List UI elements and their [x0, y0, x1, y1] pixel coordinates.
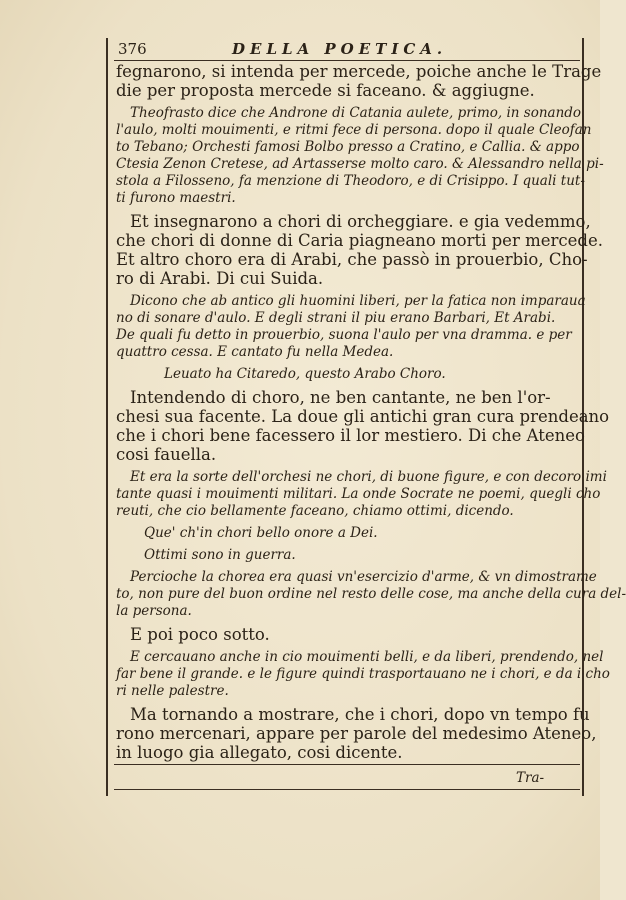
- text-line: ti furono maestri.: [116, 190, 236, 206]
- body-paragraph: [116, 62, 602, 102]
- body-paragraph: [116, 212, 603, 290]
- text-line: Et altro choro era di Arabi, che passò in prouerbio, Cho-: [116, 250, 588, 269]
- text-line: ro di Arabi. Di cui Suida.: [116, 269, 324, 288]
- text-line: tante quasi i mouimenti militari. La onde Socrate ne poemi, quegli cho: [116, 486, 601, 502]
- footer-rule-lower: [114, 789, 580, 790]
- text-line: far bene il grande. e le figure quindi trasportauano ne i chori, e da i cho: [116, 666, 610, 682]
- text-line: quattro cessa. E cantato fu nella Medea.: [116, 344, 394, 360]
- text-line: cosi fauella.: [116, 445, 217, 464]
- body-paragraph: [116, 705, 597, 764]
- text-line: reuti, che cio bellamente faceano, chiamo ottimi, dicendo.: [116, 503, 514, 519]
- body-paragraph: [116, 627, 574, 646]
- text-line: che i chori bene facessero il lor mestiero. Di che Ateneo: [116, 426, 585, 445]
- text-line: la persona.: [116, 603, 192, 619]
- text-line: to, non pure del buon ordine nel resto delle cose, ma anche della cura del-: [116, 586, 626, 602]
- text-line: Intendendo di choro, ne ben cantante, ne ben l'or-: [130, 388, 551, 407]
- text-line: fegnarono, si intenda per mercede, poiche anche le Trage: [116, 62, 602, 81]
- text-line: in luogo gia allegato, cosi dicente.: [116, 743, 403, 762]
- text-line: no di sonare d'aulo. E degli strani il piu erano Barbari, Et Arabi.: [116, 310, 556, 326]
- text-line: Theofrasto dice che Androne di Catania aulete, primo, in sonando: [130, 105, 582, 121]
- text-line: Leuato ha Citaredo, questo Arabo Choro.: [164, 366, 446, 382]
- text-line: Ottimi sono in guerra.: [144, 547, 296, 563]
- running-header: [114, 40, 580, 62]
- text-line: De quali fu detto in prouerbio, suona l'aulo per vna dramma. e per: [116, 327, 572, 343]
- text-line: rono mercenari, appare per parole del medesimo Ateneo,: [116, 724, 597, 743]
- body-paragraph: [116, 388, 610, 466]
- text-line: l'aulo, molti mouimenti, e ritmi fece di persona. dopo il quale Cleofan: [116, 122, 592, 138]
- quotation-paragraph: [116, 469, 607, 522]
- text-line: die per proposta mercede si faceano. & aggiugne.: [116, 81, 535, 100]
- header-rule: [114, 60, 580, 61]
- body-text: [116, 62, 626, 762]
- quotation-paragraph: [116, 293, 586, 363]
- text-line: Ma tornando a mostrare, che i chori, dopo vn tempo fu: [130, 705, 590, 724]
- text-line: Dicono che ab antico gli huomini liberi, per la fatica non imparaua: [130, 293, 586, 309]
- text-line: ri nelle palestre.: [116, 683, 229, 699]
- quotation-paragraph: [116, 569, 626, 622]
- quotation-paragraph: [116, 549, 574, 566]
- text-line: Percioche la chorea era quasi vn'esercizio d'arme, & vn dimostrame: [130, 569, 597, 585]
- text-line: Que' ch'in chori bello onore a Dei.: [144, 525, 378, 541]
- quotation-paragraph: [116, 527, 574, 544]
- text-line: Et era la sorte dell'orchesi ne chori, di buone figure, e con decoro imi: [130, 469, 607, 485]
- quotation-paragraph: [116, 105, 604, 209]
- quotation-paragraph: [116, 368, 574, 385]
- text-line: E poi poco sotto.: [130, 625, 270, 644]
- footer-rule: [114, 764, 580, 765]
- text-line: Et insegnarono a chori di orcheggiare. e gia vedemmo,: [130, 212, 591, 231]
- text-line: Ctesia Zenon Cretese, ad Artasserse molto caro. & Alessandro nella pi-: [116, 156, 604, 172]
- text-line: stola a Filosseno, fa menzione di Theodoro, e di Crisippo. I quali tut-: [116, 173, 585, 189]
- quotation-paragraph: [116, 649, 610, 702]
- text-line: E cercauano anche in cio mouimenti belli, e da liberi, prendendo, nel: [130, 649, 604, 665]
- catchword: Tra-: [516, 770, 545, 786]
- text-line: chesi sua facente. La doue gli antichi gran cura prendeano: [116, 407, 610, 426]
- text-line: to Tebano; Orchesti famosi Bolbo presso a Cratino, e Callia. & appo: [116, 139, 580, 155]
- text-line: che chori di donne di Caria piagneano morti per mercede.: [116, 231, 603, 250]
- running-title: DELLA POETICA.: [232, 40, 448, 58]
- page-number: 376: [118, 40, 147, 58]
